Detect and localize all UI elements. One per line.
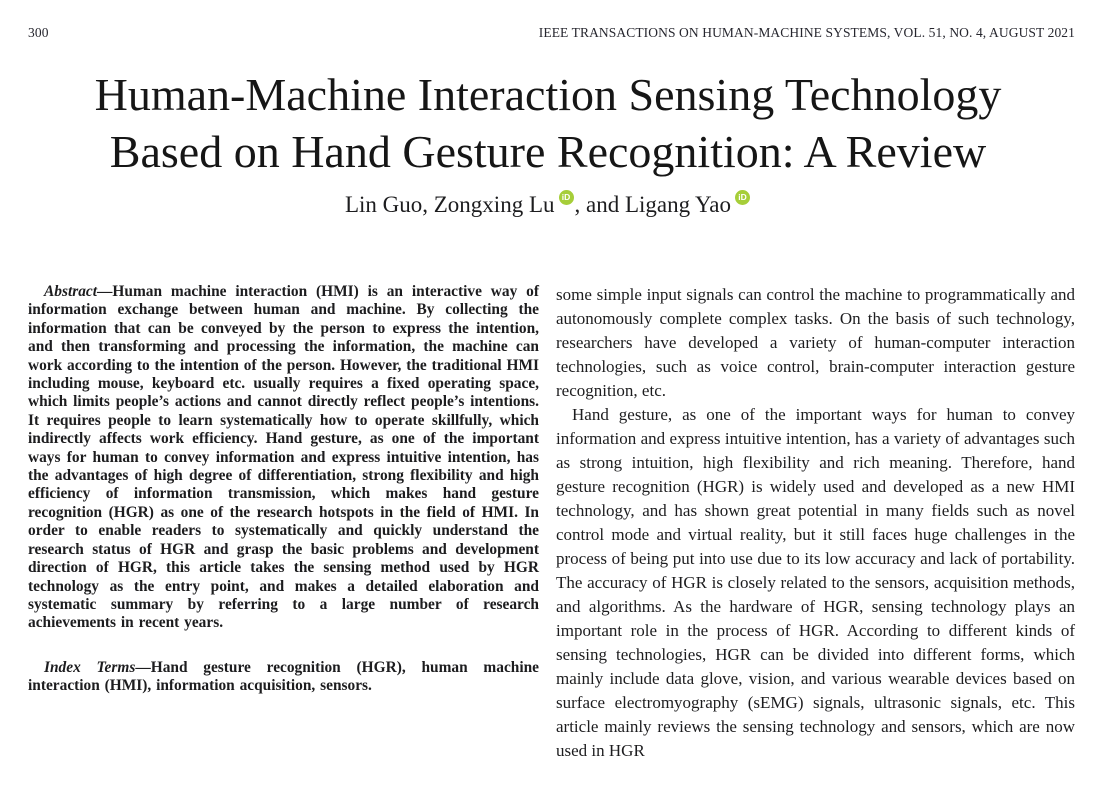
index-terms-dash: — <box>135 658 151 676</box>
left-column <box>28 283 539 696</box>
body-paragraph-2: Hand gesture, as one of the important ways for human to convey information and express intuitive intention, has a variety of advantages such as strong intuition, high flexibility and rich meaning. Therefore, hand gesture recognition (HGR) is widely used and developed as a new HMI technology, and has shown great potential in many fields such as novel control mode and virtual reality, but it still faces huge challenges in the process of being put into use due to its low accuracy and lack of portability. The accuracy of HGR is closely related to the sensors, acquisition methods, and algorithms. As the hardware of HGR, sensing technology plays an important role in the process of HGR. According to different kinds of sensing technologies, HGR can be divided into different forms, which mainly include data glove, vision, and various wearable devices based on surface electromyography (sEMG) signals, ultrasonic signals, etc. This article mainly reviews the sensing technology and sensors, which are now used in HGR <box>556 405 1075 760</box>
author-line <box>0 190 1096 218</box>
right-column <box>556 283 1075 763</box>
body-paragraph-1: some simple input signals can control the machine to programmatically and autonomously complete complex tasks. On the basis of such technology, researchers have developed a variety of human-computer interaction technologies, such as voice control, brain-computer interaction gesture recognition, etc. <box>556 285 1075 400</box>
index-terms-paragraph <box>28 659 539 696</box>
paper-title <box>0 66 1096 180</box>
orcid-icon[interactable] <box>559 190 574 205</box>
index-terms-text: Hand gesture recognition (HGR), human machine interaction (HMI), information acquisition, sensors. <box>28 658 539 695</box>
authors-group-1: Lin Guo, Zongxing Lu <box>344 192 555 217</box>
orcid-icon[interactable] <box>735 190 750 205</box>
index-terms-label: Index Terms <box>44 658 136 676</box>
journal-citation: IEEE TRANSACTIONS ON HUMAN-MACHINE SYSTEMS, VOL. 51, NO. 4, AUGUST 2021 <box>538 25 1075 40</box>
orcid-id-label: iD <box>738 192 747 202</box>
running-head <box>28 25 1075 41</box>
abstract-paragraph <box>28 283 539 633</box>
abstract-dash: — <box>97 283 113 300</box>
page-number: 300 <box>28 25 49 40</box>
abstract-label: Abstract <box>44 283 98 300</box>
abstract-text: Human machine interaction (HMI) is an interactive way of information exchange between human and machine. By collecting the information that can be conveyed by the person to express the intention, and then transforming and processing the information, the machine can work according to the intention of the person. However, the traditional HMI including mouse, keyboard etc. usually requires a fixed operating space, which limits people’s actions and cannot directly reflect people’s intentions. It requires people to learn systematically how to operate skillfully, which indirectly affects work efficiency. Hand gesture, as one of the important ways for human to convey information and express intuitive intention, has the advantages of high degree of differentiation, strong flexibility and high efficiency of information transmission, which makes hand gesture recognition (HGR) as one of the research hotspots in the field of HMI. In order to enable readers to systematically and quickly understand the research status of HGR and grasp the basic problems and development direction of HGR, this article takes the sensing method used by HGR technology as the entry point, and makes a detailed elaboration and systematic summary by referring to a large number of research achievements in recent years. <box>28 283 540 632</box>
title-line-1: Human-Machine Interaction Sensing Technology <box>94 69 1002 120</box>
authors-group-2: , and Ligang Yao <box>574 192 732 217</box>
title-line-2: Based on Hand Gesture Recognition: A Review <box>109 126 987 177</box>
orcid-id-label: iD <box>561 192 571 202</box>
